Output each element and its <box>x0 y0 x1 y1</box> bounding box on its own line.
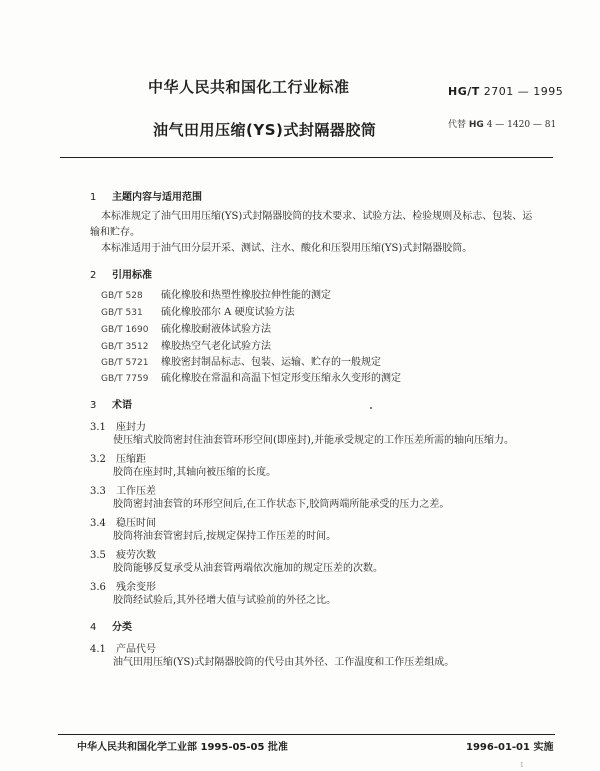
term-title: 稳压时间 <box>116 518 156 529</box>
section-number: 1 <box>90 192 97 203</box>
section-1-para-2: 本标准适用于油气田分层开采、测试、注水、酸化和压裂用压缩(YS)式封隔器胶筒。 <box>101 243 473 254</box>
reference-code: GB/T 531 <box>101 308 143 318</box>
term-3-6 <box>90 578 156 593</box>
section-1-heading <box>90 188 202 203</box>
term-title: 座封力 <box>116 422 146 433</box>
header-divider <box>60 157 553 158</box>
term-number: 3.1 <box>90 422 106 433</box>
replaces-number: 4 — 1420 — 81 <box>486 120 557 130</box>
section-number: 3 <box>90 400 97 411</box>
term-definition: 胶筒将油套管密封后,按规定保持工作压差的时间。 <box>113 531 337 542</box>
replaces-prefix: 代替 <box>448 120 467 130</box>
reference-code: GB/T 1690 <box>101 325 149 335</box>
section-title: 主题内容与适用范围 <box>112 192 202 203</box>
reference-item <box>101 370 401 388</box>
section-1-para-1-line-2: 输和贮存。 <box>90 227 140 238</box>
section-title: 引用标准 <box>112 270 152 281</box>
term-definition: 胶筒密封油套管的环形空间后,在工作状态下,胶筒两端所能承受的压力之差。 <box>113 499 450 510</box>
term-definition: 胶筒能够反复承受从油套管两端依次施加的规定压差的次数。 <box>113 563 383 574</box>
scan-speck <box>370 407 372 409</box>
reference-code: GB/T 3512 <box>101 342 149 352</box>
section-title: 术语 <box>112 400 132 411</box>
term-number: 3.2 <box>90 454 106 465</box>
replaces-standard <box>448 117 556 130</box>
section-title: 分类 <box>112 622 132 633</box>
section-number: 2 <box>90 270 97 281</box>
term-title: 疲劳次数 <box>116 550 156 561</box>
term-3-5 <box>90 546 156 561</box>
reference-code: GB/T 528 <box>101 291 143 301</box>
term-definition: 胶筒经试验后,其外径增大值与试验前的外径之比。 <box>113 595 337 606</box>
reference-title: 橡胶热空气老化试验方法 <box>161 341 271 352</box>
term-definition: 胶筒在座封时,其轴向被压缩的长度。 <box>113 467 277 478</box>
term-title: 工作压差 <box>116 486 156 497</box>
replaces-code: HG <box>468 120 484 130</box>
section-number: 4 <box>90 622 97 633</box>
clause-4-1 <box>90 640 156 655</box>
reference-item <box>101 287 331 305</box>
term-number: 3.3 <box>90 486 106 497</box>
clause-title: 产品代号 <box>116 644 156 655</box>
reference-code: GB/T 5721 <box>101 358 149 368</box>
reference-code: GB/T 7759 <box>101 374 149 384</box>
section-4-heading <box>90 618 132 633</box>
footer-divider <box>58 734 555 735</box>
term-3-2 <box>90 450 146 465</box>
term-number: 3.4 <box>90 518 106 529</box>
term-3-1 <box>90 418 146 433</box>
page-number: 1 <box>520 762 524 769</box>
standard-code: HG/T <box>448 85 480 98</box>
term-title: 残余变形 <box>116 582 156 593</box>
term-title: 压缩距 <box>116 454 146 465</box>
reference-item <box>101 321 271 339</box>
term-3-4 <box>90 514 156 529</box>
section-2-heading <box>90 266 152 281</box>
reference-title: 硫化橡胶和热塑性橡胶拉伸性能的测定 <box>161 290 331 301</box>
issuing-authority: 中华人民共和国化学工业部 1995-05-05 批准 <box>77 742 288 753</box>
clause-text: 油气田用压缩(YS)式封隔器胶筒的代号由其外径、工作温度和工作压差组成。 <box>113 657 455 668</box>
section-1-para-1-line-1: 本标准规定了油气田用压缩(YS)式封隔器胶筒的技术要求、试验方法、检验规则及标志、包装、运 <box>101 211 533 222</box>
reference-title: 硫化橡胶耐液体试验方法 <box>161 324 271 335</box>
section-3-heading <box>90 396 132 411</box>
term-number: 3.5 <box>90 550 106 561</box>
term-definition: 使压缩式胶筒密封住油套管环形空间(即座封),并能承受规定的工作压差所需的轴向压缩力。 <box>113 435 514 446</box>
standard-number <box>448 85 563 98</box>
reference-title: 硫化橡胶邵尔 A 硬度试验方法 <box>161 307 295 318</box>
document-title: 油气田用压缩(YS)式封隔器胶筒 <box>153 121 377 139</box>
standard-category: 中华人民共和国化工行业标准 <box>148 78 350 96</box>
term-3-3 <box>90 482 156 497</box>
reference-title: 橡胶密封制品标志、包装、运输、贮存的一般规定 <box>161 357 381 368</box>
reference-title: 硫化橡胶在常温和高温下恒定形变压缩永久变形的测定 <box>161 373 401 384</box>
term-number: 3.6 <box>90 582 106 593</box>
standard-number-value: 2701 — 1995 <box>483 85 564 98</box>
clause-number: 4.1 <box>90 644 106 655</box>
reference-item <box>101 304 295 322</box>
effective-date: 1996-01-01 实施 <box>466 742 554 753</box>
